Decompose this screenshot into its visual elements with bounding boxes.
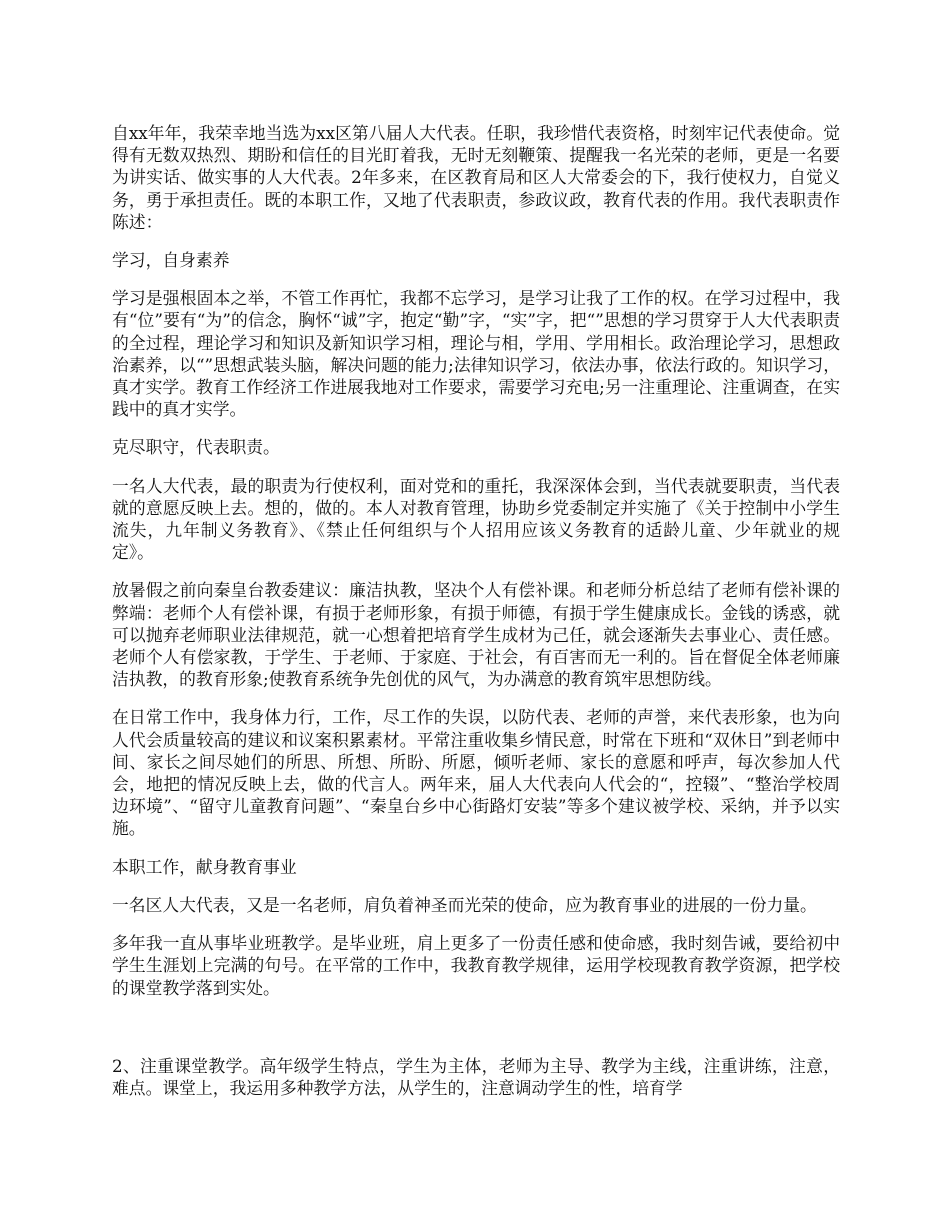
paragraph-daily-work: 在日常工作中，我身体力行，工作，尽工作的失误，以防代表、老师的声誉，来代表形象，也为向人代会质量较高的建议和议案积累素材。平常注重收集乡情民意，时常在下班和“双休日”到老师中间、家长之间尽她们的所思、所想、所盼、所愿，倾听老师、家长的意愿和呼声，每次参加人代会，地把的情况反映上去，做的代言人。两年来，届人大代表向人代会的“，控辍”、“整治学校周边环境”、“留守儿童教育问题”、“秦皇台乡中心街路灯安装”等多个建议被学校、采纳，并予以实施。: [112, 707, 840, 839]
paragraph-graduating-class: 多年我一直从事毕业班教学。是毕业班，肩上更多了一份责任感和使命感，我时刻告诫，要给初中学生生涯划上完满的句号。在平常的工作中，我教育教学规律，运用学校现教育教学资源，把学校的课堂教学落到实处。: [112, 933, 840, 998]
section-heading-duty: 克尽职守，代表职责。: [112, 437, 280, 458]
section-heading-study: 学习，自身素养: [112, 250, 230, 271]
paragraph-study: 学习是强根固本之举，不管工作再忙，我都不忘学习，是学习让我了工作的权。在学习过程中，我有“位”要有“为”的信念，胸怀“诚”字，抱定“勤”字，“实”字，把“”思想的学习贯穿于人大代表职责的全过程，理论学习和知识及新知识学习相，理论与相，学用、学用相长。政治理论学习，思想政治素养，以“”思想武装头脑，解决问题的能力;法律知识学习，依法办事，依法行政的。知识学习，真才实学。教育工作经济工作进展我地对工作要求，需要学习充电;另一注重理论、注重调查，在实践中的真才实学。: [112, 288, 840, 420]
paragraph-intro: 自xx年年，我荣幸地当选为xx区第八届人大代表。任职，我珍惜代表资格，时刻牢记代表使命。觉得有无数双热烈、期盼和信任的目光盯着我，无时无刻鞭策、提醒我一名光荣的老师，更是一名要为讲实话、做实事的人大代表。2年多来，在区教育局和区人大常委会的下，我行使权力，自觉义务，勇于承担责任。既的本职工作，又地了代表职责，参政议政，教育代表的作用。我代表职责作陈述：: [112, 123, 840, 232]
paragraph-mission: 一名区人大代表，又是一名老师，肩负着神圣而光荣的使命，应为教育事业的进展的一份力量。: [112, 894, 817, 915]
paragraph-classroom-teaching: 2、注重课堂教学。高年级学生特点，学生为主体，老师为主导、教学为主线，注重讲练，注意，难点。课堂上，我运用多种教学方法，从学生的，注意调动学生的性，培育学: [112, 1055, 840, 1098]
section-heading-education: 本职工作，献身教育事业: [112, 856, 297, 877]
document-page: [112, 122, 840, 1099]
paragraph-duty: 一名人大代表，最的职责为行使权利，面对党和的重托，我深深体会到，当代表就要职责，当代表就的意愿反映上去。想的，做的。本人对教育管理，协助乡党委制定并实施了《关于控制中小学生流失，九年制义务教育》、《禁止任何组织与个人招用应该义务教育的适龄儿童、少年就业的规定》。: [112, 475, 840, 563]
paragraph-tutoring: 放暑假之前向秦皇台教委建议：廉洁执教，坚决个人有偿补课。和老师分析总结了老师有偿补课的弊端：老师个人有偿补课，有损于老师形象，有损于师德，有损于学生健康成长。金钱的诱惑，就可以抛弃老师职业法律规范，就一心想着把培育学生成材为己任，就会逐渐失去事业心、责任感。老师个人有偿家教，于学生、于老师、于家庭、于社会，有百害而无一利的。旨在督促全体老师廉洁执教，的教育形象;使教育系统争先创优的风气，为办满意的教育筑牢思想防线。: [112, 580, 840, 690]
